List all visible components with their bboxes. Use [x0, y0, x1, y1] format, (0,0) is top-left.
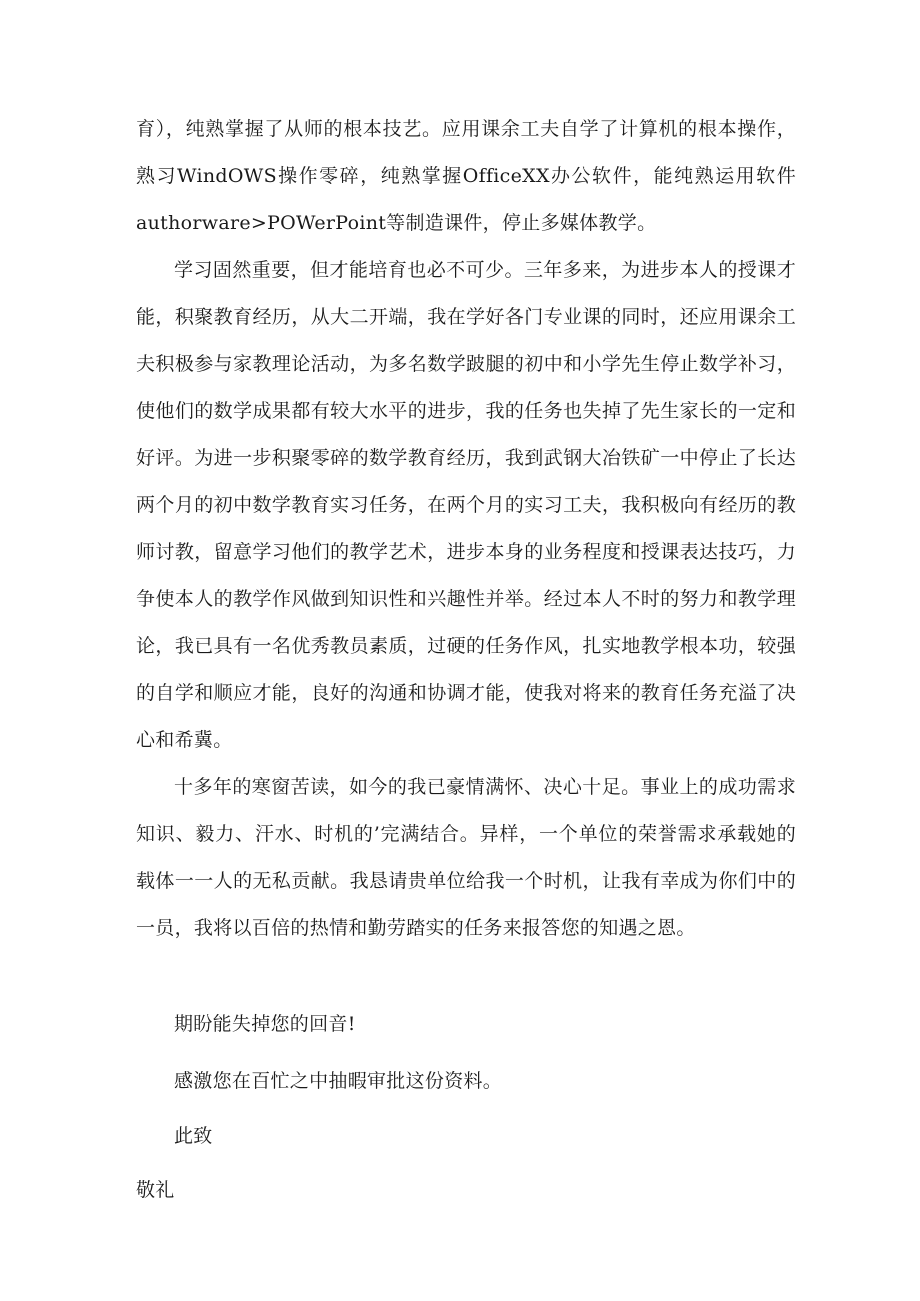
closing-hope-line: 期盼能失掉您的回音!	[174, 1013, 356, 1035]
closing-regards-line: 此致	[174, 1125, 213, 1147]
closing-salute-line: 敬礼	[136, 1179, 175, 1201]
paragraph-skills: 育），纯熟掌握了从师的根本技艺。应用课余工夫自学了计算机的根本操作，熟习WindOWS操作零碎，纯熟掌握OfficeXX办公软件，能纯熟运用软件authorware>POWerPoint等制造课件，停止多媒体教学。	[136, 118, 796, 234]
paragraph-closing-statement: 十多年的寒窗苦读，如今的我已豪情满怀、决心十足。事业上的成功需求知识、毅力、汗水、时机的’完满结合。异样，一个单位的荣誉需求承载她的载体一一人的无私贡献。我恳请贵单位给我一个时机，让我有幸成为你们中的一员，我将以百倍的热情和勤劳踏实的任务来报答您的知遇之恩。	[136, 776, 796, 939]
closing-thanks-line: 感激您在百忙之中抽暇审批这份资料。	[174, 1070, 503, 1092]
paragraph-teaching-experience: 学习固然重要，但才能培育也必不可少。三年多来，为进步本人的授课才能，积聚教育经历，从大二开端，我在学好各门专业课的同时，还应用课余工夫积极参与家教理论活动，为多名数学跛腿的初中和小学先生停止数学补习，使他们的数学成果都有较大水平的进步，我的任务也失掉了先生家长的一定和好评。为进一步积聚零碎的数学教育经历，我到武钢大冶铁矿一中停止了长达两个月的初中数学教育实习任务，在两个月的实习工夫，我积极向有经历的教师讨教，留意学习他们的教学艺术，进步本身的业务程度和授课表达技巧，力争使本人的教学作风做到知识性和兴趣性并举。经过本人不时的努力和教学理论，我已具有一名优秀教员素质，过硬的任务作风，扎实地教学根本功，较强的自学和顺应才能，良好的沟通和协调才能，使我对将来的教育任务充溢了决心和希冀。	[136, 259, 796, 751]
